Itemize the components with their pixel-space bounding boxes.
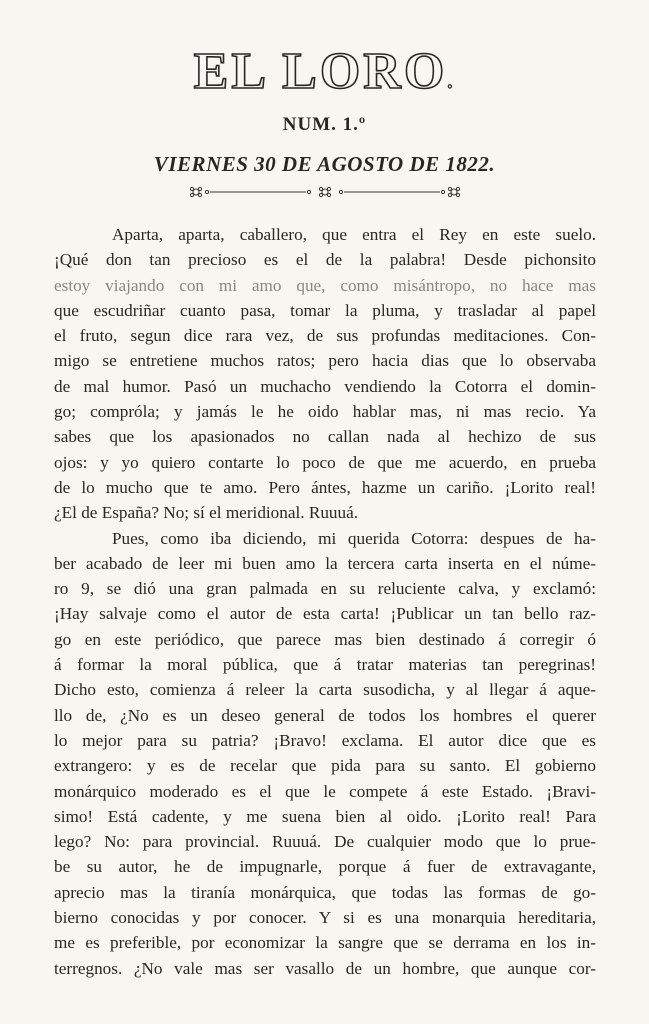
- article-line: go en este periódico, que parece mas bien destinado á corregir ó: [54, 629, 596, 649]
- article-line: bierno conocidas y por conocer. Y si es una monarquia hereditaria,: [54, 908, 596, 928]
- article-line: monárquico moderado es el que le compete á este Estado. ¡Bravi-: [54, 781, 596, 801]
- article-line: extrangero: y es de recelar que pida para su santo. El gobierno: [54, 756, 596, 776]
- article-line: de mal humor. Pasó un muchacho vendiendo la Cotorra el domin-: [54, 376, 596, 396]
- article-line: sabes que los apasionados no callan nada al hechizo de sus: [54, 427, 596, 447]
- article-line: ¡Qué don tan precioso es el de la palabra! Desde pichonsito: [54, 250, 596, 270]
- article-line: Dicho esto, comienza á releer la carta susodicha, y al llegar á aque-: [54, 680, 596, 700]
- article-line: llo de, ¿No es un deseo general de todos los hombres el querer: [54, 705, 596, 725]
- issue-date: VIERNES 30 DE AGOSTO DE 1822.: [153, 152, 496, 176]
- article-line: ro 9, se dió una gran palmada en su reluciente calva, y exclamó:: [54, 579, 596, 599]
- article-line: ¿El de España? No; sí el meridional. Ruuuá.: [54, 503, 359, 523]
- article-line: me es preferible, por economizar la sangre que se derrama en los in-: [54, 933, 596, 953]
- article-line: be su autor, he de impugnarle, porque á fuer de extravagante,: [54, 857, 596, 877]
- article-line: migo se entretiene muchos ratos; pero hacia dias que lo observaba: [54, 351, 596, 371]
- masthead-title-text: EL LORO: [193, 43, 448, 100]
- article-line: aprecio mas la tiranía monárquica, que todas las formas de go-: [54, 882, 596, 902]
- article-line: terregnos. ¿No vale mas ser vasallo de un hombre, que aunque cor-: [54, 958, 596, 978]
- article-line: de lo mucho que te amo. Pero ántes, hazme un cariño. ¡Lorito real!: [54, 477, 596, 497]
- article-line: go; compróla; y jamás le he oido hablar mas, ni mas recio. Ya: [54, 402, 596, 422]
- article-line: á formar la moral pública, que á tratar materias tan peregrinas!: [54, 655, 596, 675]
- masthead-title: [0, 43, 649, 100]
- article-line: lo mejor para su patria? ¡Bravo! exclama. El autor dice que es: [54, 730, 596, 750]
- article-body: [54, 222, 596, 981]
- article-line: simo! Está cadente, y me suena bien al oido. ¡Lorito real! Para: [54, 806, 596, 826]
- article-line: ber acabado de leer mi buen amo la tercera carta inserta en el núme-: [54, 553, 596, 573]
- article-line: ¡Hay salvaje como el autor de esta carta! ¡Publicar un tan bello raz-: [54, 604, 596, 624]
- issue-number: NUM. 1.º: [282, 114, 367, 135]
- masthead-title-dot: .: [447, 71, 456, 93]
- article-line: que escudriñar cuanto pasa, tomar la pluma, y trasladar al papel: [54, 300, 596, 320]
- article-line: estoy viajando con mi amo que, como misántropo, no hace mas: [54, 275, 596, 295]
- article-line: Pues, como iba diciendo, mi querida Cotorra: despues de ha-: [112, 528, 596, 548]
- article-line: ojos: y yo quiero contarte lo poco de que me acuerdo, en prueba: [54, 452, 596, 472]
- article-line: Aparta, aparta, caballero, que entra el Rey en este suelo.: [112, 225, 596, 244]
- article-line: el fruto, segun dice rara vez, de sus profundas meditaciones. Con-: [54, 326, 596, 346]
- decorative-divider-icon: [188, 184, 462, 200]
- article-line: lego? No: para provincial. Ruuuá. De cualquier modo que lo prue-: [54, 832, 596, 852]
